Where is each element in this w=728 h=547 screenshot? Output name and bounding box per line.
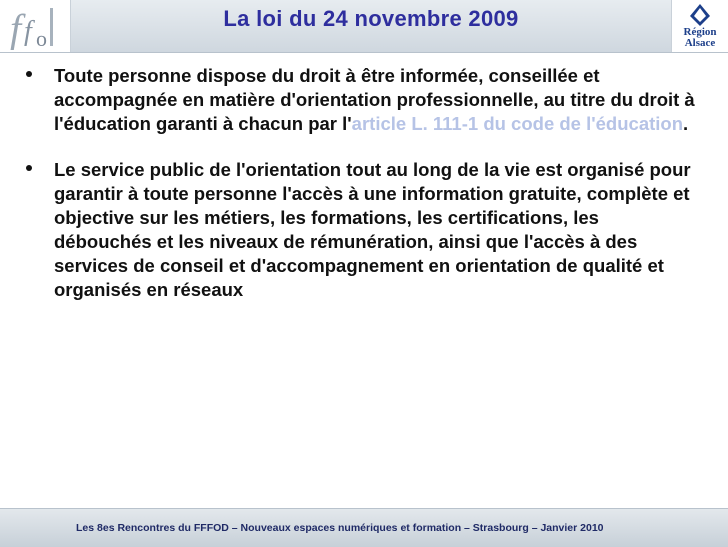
svg-text:f: f: [24, 16, 32, 47]
code-education-link[interactable]: article L. 111-1 du code de l'éducation: [351, 113, 684, 134]
footer-text: Les 8es Rencontres du FFFOD – Nouveaux espaces numériques et formation – Strasbourg – Janvier 2010: [76, 522, 604, 534]
region-alsace-logo: [671, 0, 728, 52]
footer-bar: [0, 508, 728, 547]
fffod-logo: [0, 0, 71, 52]
bullet-item: [26, 158, 696, 302]
header-bar: [0, 0, 728, 53]
slide-content: [26, 64, 696, 324]
bullet-text: Le service public de l'orientation tout au long de la vie est organisé pour garantir à toute personne l'accès à une information gratuite, complète et objective sur les métiers, les formations, les certifications, les débouchés et les niveaux de rémunération, ainsi que l'accès à des services de conseil et d'accompagnement en orientation de qualité et organisés en réseaux: [54, 159, 691, 300]
bullet-text-end: .: [683, 113, 689, 134]
bullet-text-part: Toute personne dispose du droit à être informée, conseillée et accompagnée en matière d'orientation professionnelle, au titre du droit à l'éducation garanti à chacun par l': [54, 65, 695, 134]
bullet-icon: [26, 165, 32, 171]
logo-text-line1: Région: [683, 26, 717, 38]
bullet-icon: [26, 71, 32, 77]
bullet-item: [26, 64, 696, 136]
svg-text:f: f: [10, 6, 22, 50]
logo-text-line2: Alsace: [684, 37, 716, 49]
bullet-text: [54, 64, 696, 136]
page-title: La loi du 24 novembre 2009: [223, 6, 519, 31]
svg-text:o: o: [36, 26, 47, 50]
